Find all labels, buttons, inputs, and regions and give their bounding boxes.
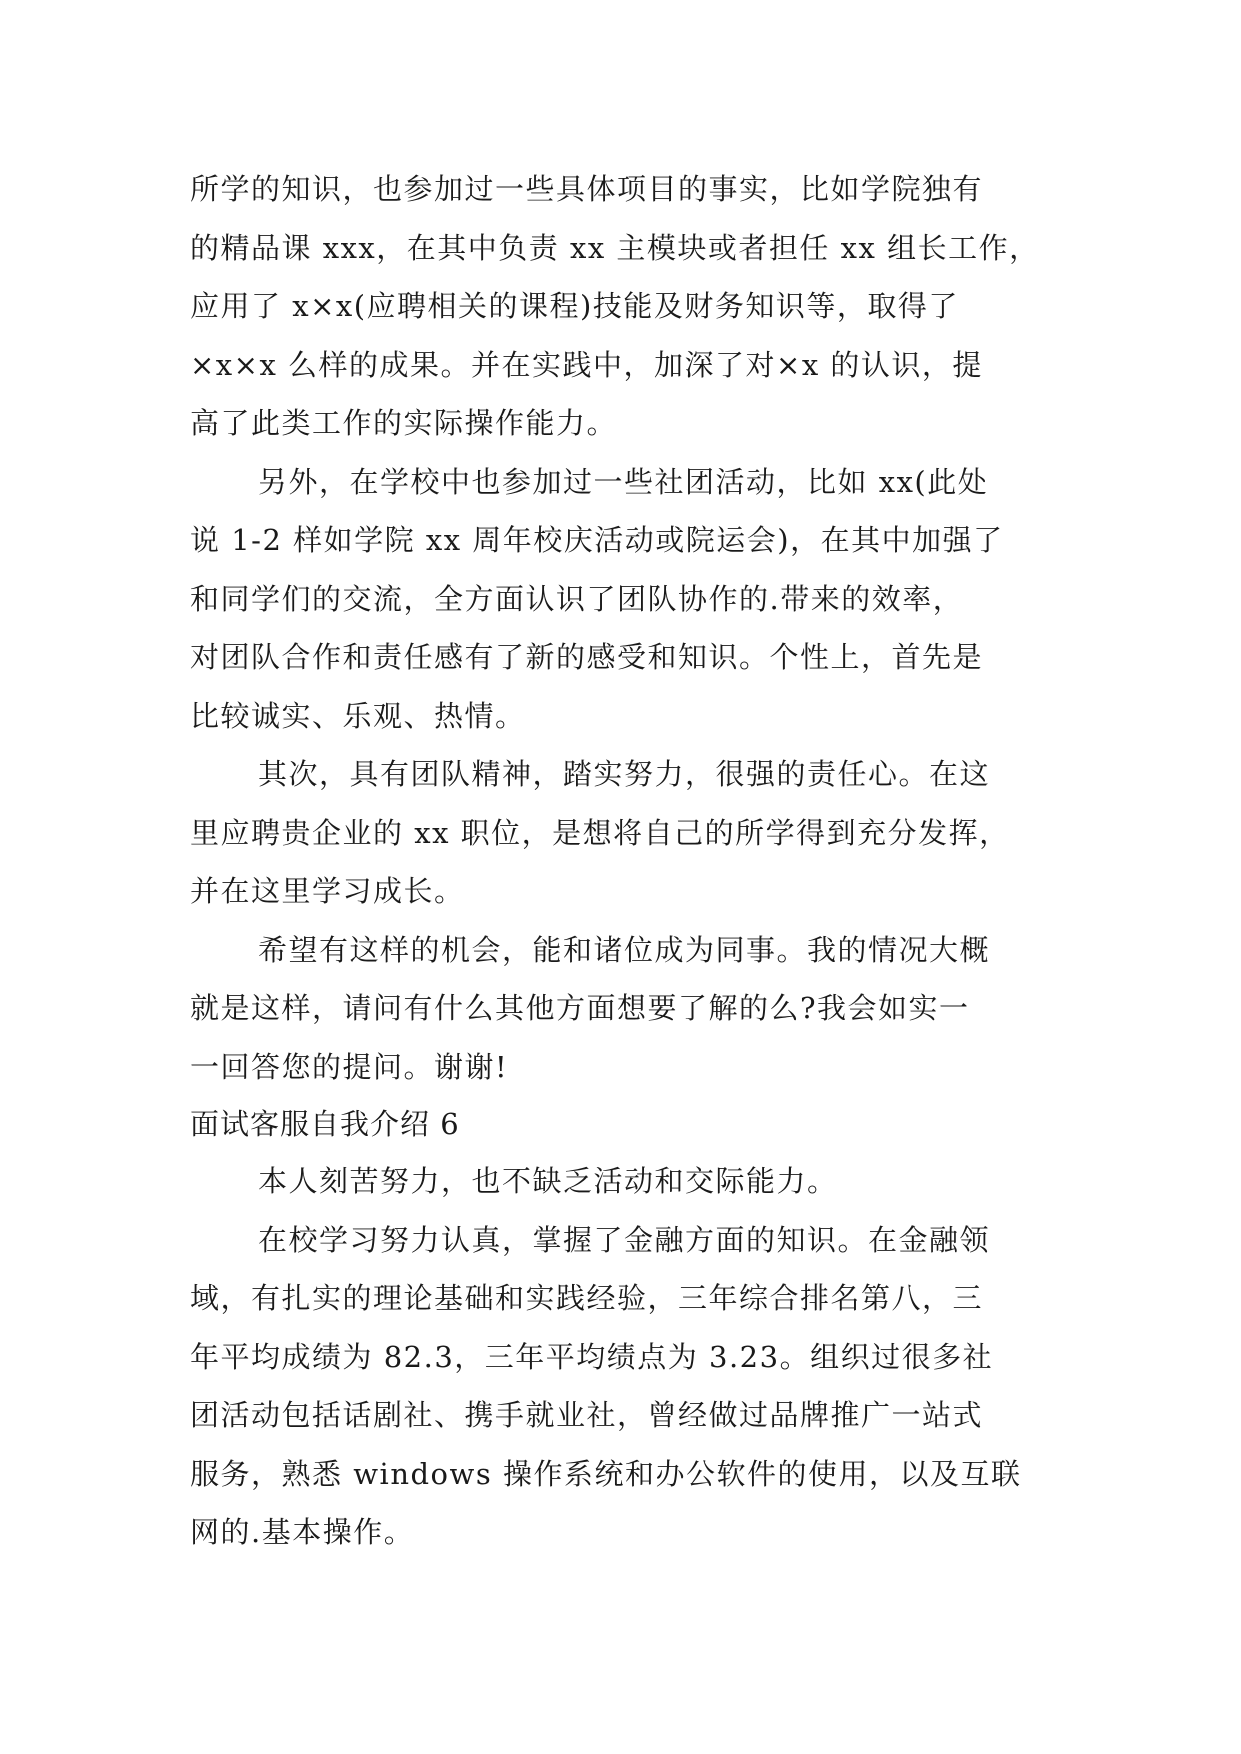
paragraph-closing <box>190 921 1070 1097</box>
text-line: 年平均成绩为 82.3，三年平均绩点为 3.23。组织过很多社 <box>190 1339 994 1374</box>
text-line: 说 1-2 样如学院 xx 周年校庆活动或院运会)，在其中加强了 <box>190 523 1004 557</box>
text-line: 并在这里学习成长。 <box>190 874 465 908</box>
text-line: 所学的知识，也参加过一些具体项目的事实，比如学院独有 <box>190 172 984 206</box>
text-line: 另外，在学校中也参加过一些社团活动，比如 xx(此处 <box>258 464 989 499</box>
text-line: 服务，熟悉 windows 操作系统和办公软件的使用，以及互联 <box>190 1456 1022 1491</box>
document-body <box>190 160 1070 1562</box>
text-line: 比较诚实、乐观、热情。 <box>190 698 526 733</box>
paragraph-project-experience <box>190 160 1070 453</box>
text-line: 本人刻苦努力，也不缺乏活动和交际能力。 <box>258 1164 838 1198</box>
text-line: 对团队合作和责任感有了新的感受和知识。个性上，首先是 <box>190 640 984 674</box>
text-line: 就是这样，请问有什么其他方面想要了解的么?我会如实一 <box>190 991 970 1025</box>
text-line: 网的.基本操作。 <box>190 1515 415 1549</box>
paragraph-finance-study <box>190 1211 1070 1562</box>
text-line: 希望有这样的机会，能和诸位成为同事。我的情况大概 <box>258 932 991 967</box>
paragraph-team-spirit <box>190 745 1070 921</box>
text-line: 其次，具有团队精神，踏实努力，很强的责任心。在这 <box>258 757 991 791</box>
text-line: 高了此类工作的实际操作能力。 <box>190 406 618 440</box>
text-line: 里应聘贵企业的 xx 职位，是想将自己的所学得到充分发挥， <box>190 815 1010 850</box>
text-line: ×x×x 么样的成果。并在实践中，加深了对×x 的认识，提 <box>190 347 983 382</box>
text-line: 域，有扎实的理论基础和实践经验，三年综合排名第八，三 <box>190 1281 984 1315</box>
text-line: 在校学习努力认真，掌握了金融方面的知识。在金融领 <box>258 1222 991 1257</box>
text-line: 的精品课 xxx，在其中负责 xx 主模块或者担任 xx 组长工作， <box>190 230 1040 265</box>
text-line: 应用了 x×x(应聘相关的课程)技能及财务知识等，取得了 <box>190 289 959 323</box>
text-line: 团活动包括话剧社、携手就业社，曾经做过品牌推广一站式 <box>190 1398 984 1432</box>
section-heading: 面试客服自我介绍 6 <box>190 1107 460 1141</box>
text-line: 和同学们的交流，全方面认识了团队协作的.带来的效率， <box>190 581 964 616</box>
paragraph-intro <box>190 1152 1070 1211</box>
paragraph-club-activities <box>190 453 1070 746</box>
text-line: 一回答您的提问。谢谢! <box>190 1049 509 1084</box>
